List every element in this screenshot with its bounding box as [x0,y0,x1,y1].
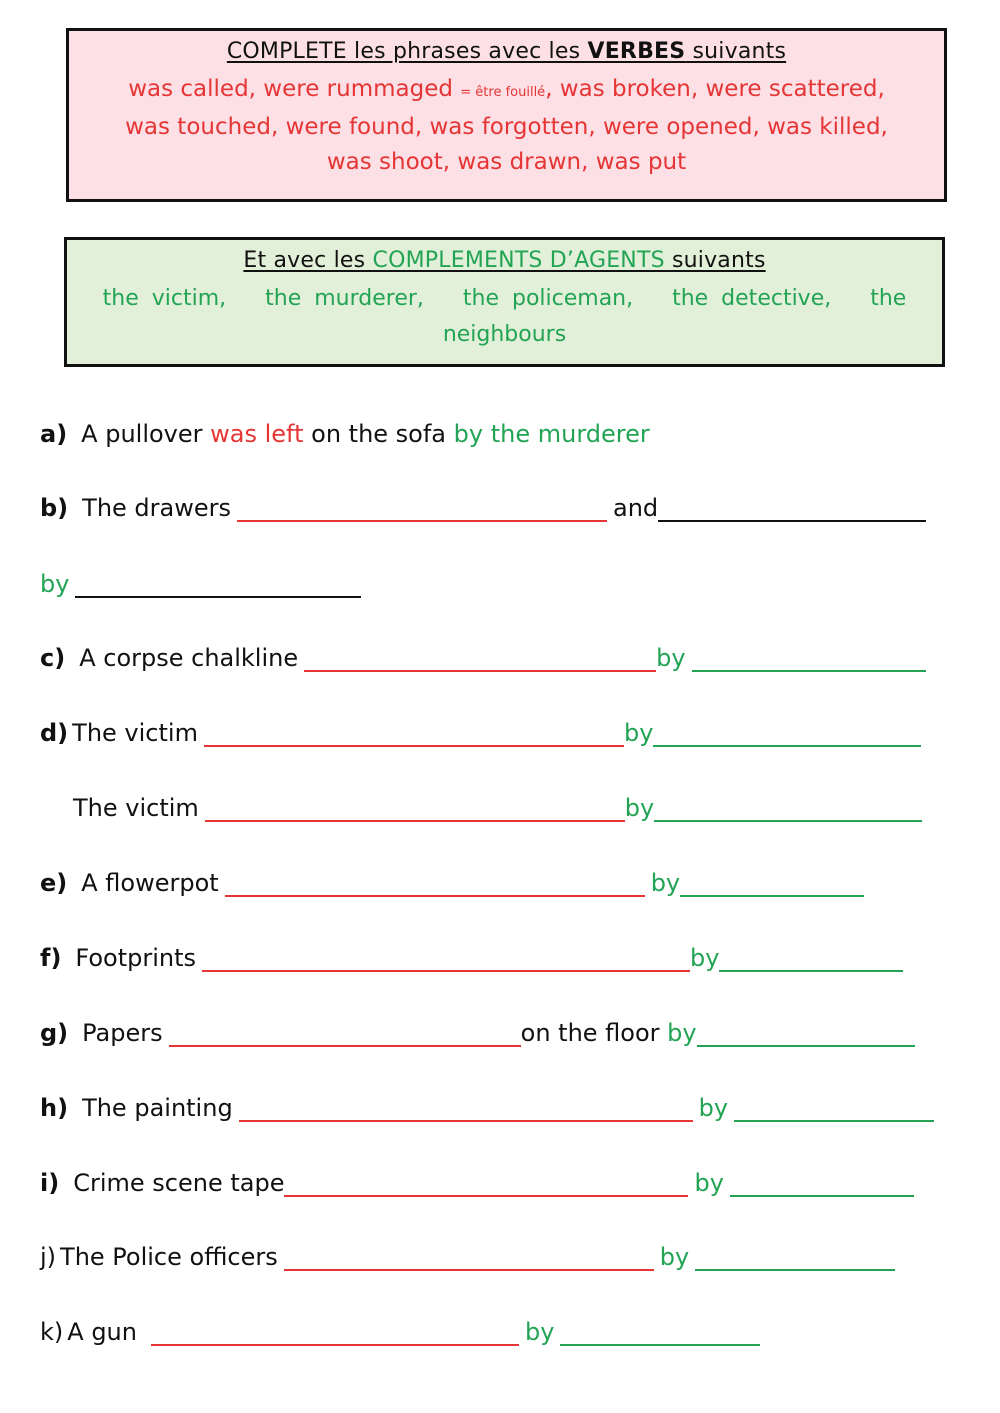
exercise-d [40,719,927,747]
by-text: by [40,570,70,598]
verb-blank[interactable] [169,1023,521,1047]
item-subject: The victim [72,719,198,747]
exercise-f [40,944,909,972]
verb-blank[interactable] [284,1173,688,1197]
item-label: d) [40,719,69,747]
verb-line-1b: , was broken, were scattered, [545,76,885,102]
by-text: by [698,1094,729,1122]
exercise-b [40,494,932,522]
item-subject: The painting [82,1094,233,1122]
verb-line-1a: was called, were rummaged [128,76,461,102]
item-label: e) [40,869,68,897]
item-label: c) [40,644,66,672]
item-subject: A pullover [81,420,211,448]
item-label: b) [40,494,69,522]
item-subject: The Police officers [60,1243,278,1271]
exercise-a [40,420,650,448]
verb-line-3: was shoot, was drawn, was put [326,149,687,175]
item-label: k) [40,1318,64,1346]
exercise-e [40,869,870,897]
item-label: i) [40,1169,60,1197]
exercise-c [40,644,932,672]
title-bold: VERBES [587,39,686,64]
agent-blank[interactable] [653,723,921,747]
exercise-i [40,1169,920,1197]
agent-blank[interactable] [560,1322,760,1346]
agent-blank[interactable] [692,648,926,672]
agent-blank[interactable] [75,574,361,598]
by-text: by [694,1169,724,1197]
agent-blank[interactable] [734,1098,934,1122]
agent-list [77,281,932,353]
item-subject: Papers [82,1019,163,1047]
verbs-box [66,28,947,202]
example-agent: by the murderer [453,420,650,448]
by-text: by [650,869,681,897]
exercise-g [40,1019,921,1047]
agent-blank[interactable] [680,873,864,897]
agent-line-2: neighbours [442,322,567,347]
verb-blank[interactable] [204,723,624,747]
verb-blank[interactable] [304,648,656,672]
item-label: a) [40,420,68,448]
agent-blank[interactable] [730,1173,914,1197]
by-text: by [656,644,686,672]
title-text: Et avec les [243,248,373,273]
by-text: by [623,719,654,747]
verb-line-2: was touched, were found, was forgotten, were opened, was killed, [125,114,888,140]
and-text: and [613,494,659,522]
item-subject: The victim [73,794,199,822]
title-green: COMPLEMENTS D’AGENTS [372,248,672,273]
example-verb: was left [210,420,304,448]
item-subject: A corpse chalkline [79,644,299,672]
verb-blank[interactable] [205,798,625,822]
verb-blank-2[interactable] [658,498,926,522]
by-text: by [624,794,655,822]
agent-blank[interactable] [654,798,922,822]
item-subject: A gun [67,1318,137,1346]
agent-blank[interactable] [697,1023,915,1047]
verb-note: = être fouillé [460,85,546,100]
exercise-h [40,1094,940,1122]
title-text-end: suivants [685,39,787,64]
item-label: h) [40,1094,69,1122]
agents-box [64,237,945,367]
exercise-k [40,1318,766,1346]
item-subject: Footprints [75,944,197,972]
agent-line-1: the victim, the murderer, the policeman, the detective, the [102,286,907,311]
agent-blank[interactable] [695,1247,895,1271]
item-subject: Crime scene tape [73,1169,285,1197]
by-text: by [659,1243,690,1271]
verb-blank[interactable] [151,1322,519,1346]
item-subject: A flowerpot [81,869,219,897]
exercise-j [40,1243,901,1271]
item-label: g) [40,1019,69,1047]
title-text: COMPLETE les phrases avec les [226,39,588,64]
verb-blank[interactable] [284,1247,654,1271]
agents-box-title [67,248,942,273]
verb-blank[interactable] [202,948,690,972]
item-middle: on the sofa [303,420,454,448]
item-subject: The drawers [82,494,231,522]
item-middle: on the floor [520,1019,668,1047]
by-text: by [690,944,720,972]
exercise-d2 [73,794,928,822]
by-text: by [667,1019,697,1047]
verb-list [75,72,938,180]
item-label: j) [40,1243,57,1271]
verb-blank[interactable] [239,1098,693,1122]
verb-blank[interactable] [225,873,645,897]
verb-blank[interactable] [237,498,607,522]
by-text: by [524,1318,555,1346]
item-label: f) [40,944,62,972]
title-text-end: suivants [671,248,766,273]
verbs-box-title [69,39,944,64]
agent-blank[interactable] [719,948,903,972]
exercise-b-agent [40,570,367,598]
